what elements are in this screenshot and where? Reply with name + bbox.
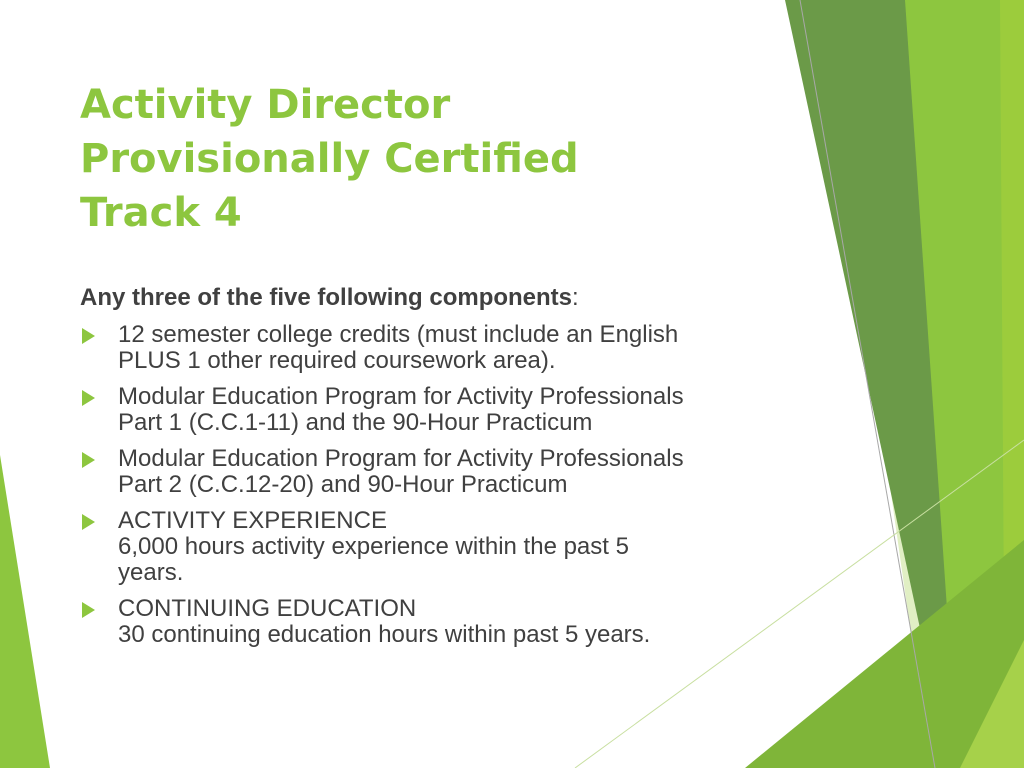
decor-left-sliver (0, 455, 50, 768)
intro-colon: : (572, 284, 579, 311)
item-line: years. (118, 559, 184, 586)
item-line: 6,000 hours activity experience within the past 5 (118, 533, 629, 560)
list-item (80, 508, 780, 586)
component-list (80, 322, 780, 648)
triangle-bullet-icon (82, 452, 95, 468)
list-item (80, 446, 780, 498)
item-line: Modular Education Program for Activity Professionals (118, 445, 684, 472)
intro-bold: Any three of the five following components (80, 284, 573, 311)
title-line: Activity Director (80, 82, 451, 128)
item-line: Modular Education Program for Activity Professionals (118, 383, 684, 410)
item-line: PLUS 1 other required coursework area). (118, 347, 556, 374)
item-line: CONTINUING EDUCATION (118, 595, 417, 622)
item-line: ACTIVITY EXPERIENCE (118, 507, 387, 534)
title-line: Track 4 (80, 190, 242, 236)
item-line: Part 2 (C.C.12-20) and 90-Hour Practicum (118, 471, 568, 498)
intro-text (80, 284, 780, 312)
item-line: 30 continuing education hours within past 5 years. (118, 621, 651, 648)
title-line: Provisionally Certified (80, 136, 579, 182)
triangle-bullet-icon (82, 390, 95, 406)
item-line: 12 semester college credits (must include an English (118, 321, 679, 348)
slide-title (80, 78, 760, 240)
slide-body (80, 284, 780, 658)
list-item (80, 384, 780, 436)
list-item (80, 322, 780, 374)
triangle-bullet-icon (82, 328, 95, 344)
item-line: Part 1 (C.C.1-11) and the 90-Hour Practicum (118, 409, 593, 436)
triangle-bullet-icon (82, 514, 95, 530)
list-item (80, 596, 780, 648)
triangle-bullet-icon (82, 602, 95, 618)
